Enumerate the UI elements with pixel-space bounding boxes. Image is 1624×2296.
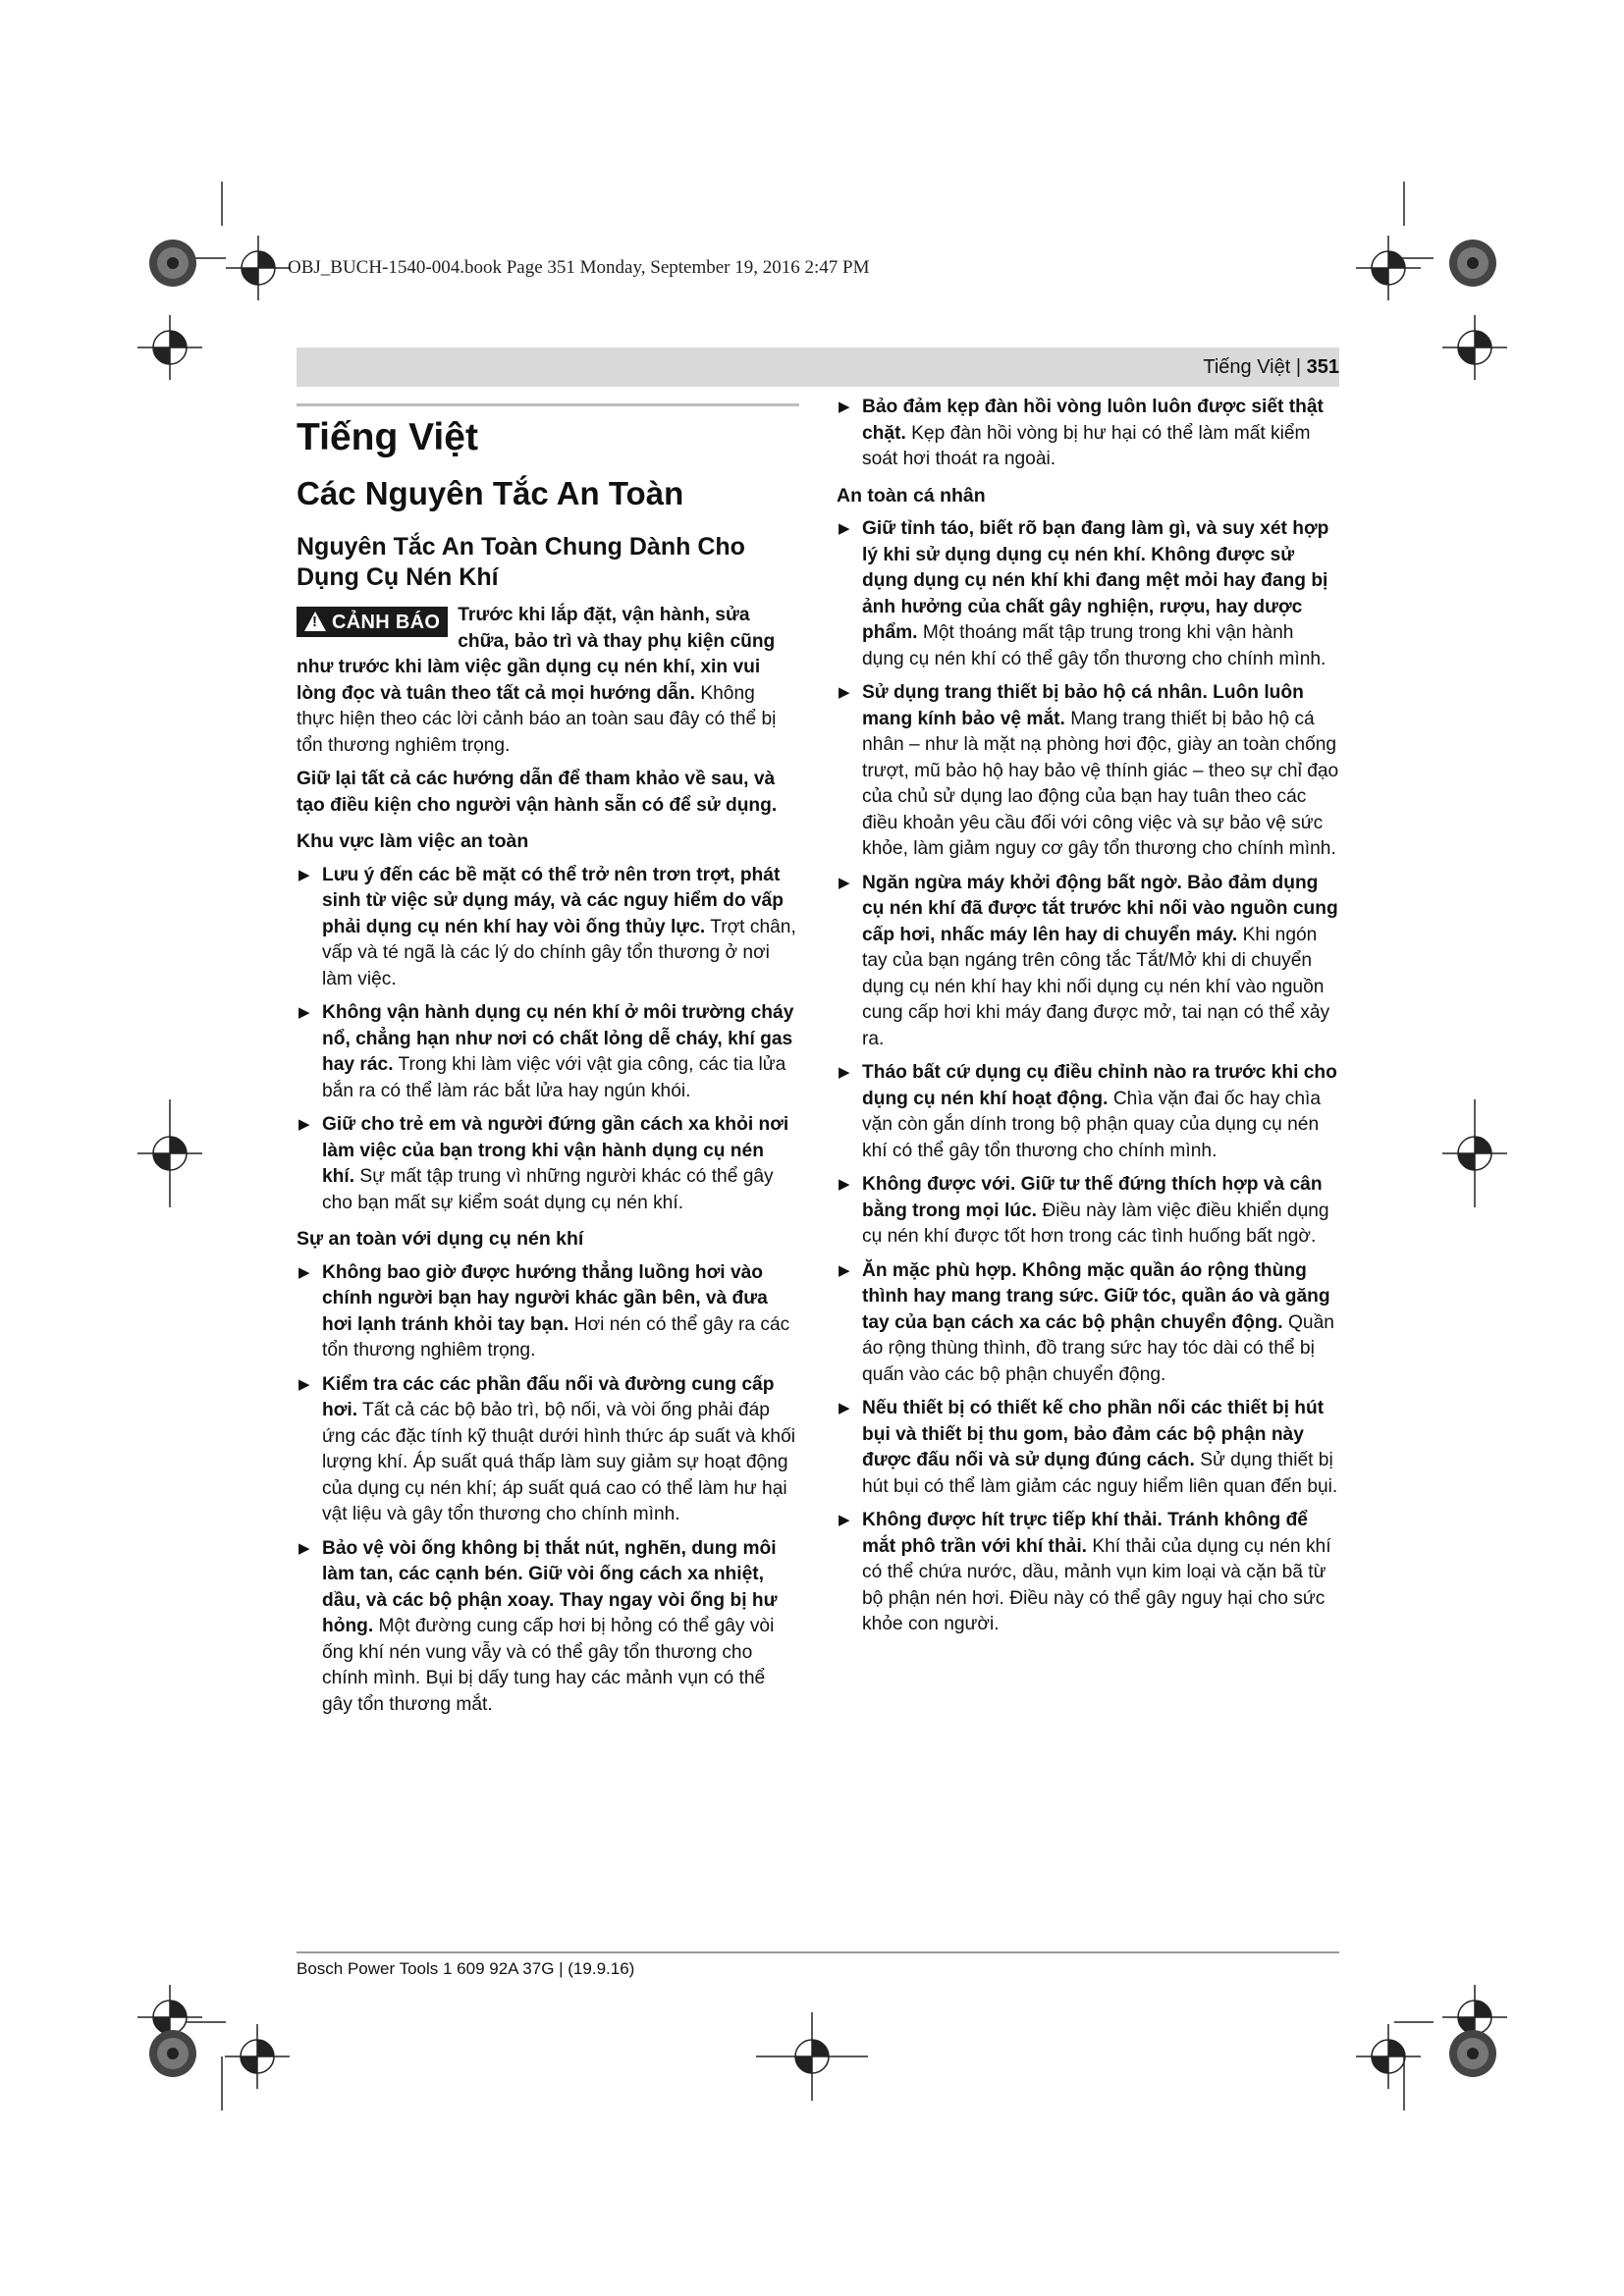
print-header: OBJ_BUCH-1540-004.book Page 351 Monday, September 19, 2016 2:47 PM <box>288 257 870 278</box>
list-item: ▶ Lưu ý đến các bề mặt có thể trở nên trơn trợt, phát sinh từ việc sử dụng máy, và các nguy hiểm do vấp phải dụng cụ nén khí hay vòi ống thủy lực. Trợt chân, vấp và té ngã là các lý do chính gây tổn thương ở nơi làm việc. <box>298 864 796 989</box>
group-heading: Khu vực làm việc an toàn <box>297 830 529 852</box>
page-number: 351 <box>1306 356 1339 378</box>
bullet-arrow-icon: ▶ <box>298 1004 310 1021</box>
bullet-arrow-icon: ▶ <box>839 399 850 415</box>
bullet-arrow-icon: ▶ <box>298 1263 310 1281</box>
list-item: ▶ Kiểm tra các các phần đấu nối và đường cung cấp hơi. Tất cả các bộ bảo trì, bộ nối, và vòi ống phải đáp ứng các đặc tính kỹ thuật dưới hình thức áp suất và khối lượng khí. Áp suất quá thấp làm suy giảm sự hoạt động của dụng cụ nén khí; áp suất quá cao có thể làm hư hại vật liệu và gây tổn thương cho chính mình. <box>298 1373 796 1524</box>
color-registration-icon <box>1449 2030 1496 2077</box>
group-heading: Sự an toàn với dụng cụ nén khí <box>297 1228 584 1250</box>
list-item: ▶ Nếu thiết bị có thiết kế cho phần nối các thiết bị hút bụi và thiết bị thu gom, bảo đảm các bộ phận này được đấu nối và sử dụng đúng cách. Sử dụng thiết bị hút bụi có thể làm giảm các nguy hiểm liên quan đến bụi. <box>839 1398 1338 1497</box>
keep-instructions: Giữ lại tất cả các hướng dẫn để tham khảo về sau, và tạo điều kiện cho người vận hành sẵn có để sử dụng. <box>297 769 778 816</box>
bullet-arrow-icon: ▶ <box>298 1116 310 1133</box>
registration-target-icon <box>226 236 291 300</box>
bullet-arrow-icon: ▶ <box>839 1400 850 1416</box>
bullet-arrow-icon: ▶ <box>839 1064 850 1081</box>
list-item: ▶ Giữ tỉnh táo, biết rõ bạn đang làm gì, và suy xét hợp lý khi sử dụng dụng cụ nén khí. Không được sử dụng dụng cụ nén khí khi đang mệt mỏi hay đang bị ảnh hưởng của chất gây nghiện, rượu, hay dược phẩm. Một thoáng mất tập trung trong khi vận hành dụng cụ nén khí có thể gây tổn thương cho chính mình. <box>839 518 1329 669</box>
list-item: ▶ Ăn mặc phù hợp. Không mặc quần áo rộng thùng thình hay mang trang sức. Giữ tóc, quần áo và găng tay của bạn cách xa các bộ phận chuyển động. Quần áo rộng thùng thình, đồ trang sức hay tóc dài có thể bị quấn vào các bộ phận chuyển động. <box>839 1259 1334 1385</box>
bullet-arrow-icon: ▶ <box>839 1176 850 1193</box>
subsection-title: Nguyên Tắc An Toàn Chung Dành Cho Dụng Cụ Nén Khí <box>297 533 745 591</box>
bullet-arrow-icon: ▶ <box>298 1375 310 1393</box>
bullet-arrow-icon: ▶ <box>839 874 850 891</box>
list-item: ▶ Bảo đảm kẹp đàn hồi vòng luôn luôn được siết thật chặt. Kẹp đàn hồi vòng bị hư hại có thể làm mất kiểm soát hơi thoát ra ngoài. <box>839 397 1324 469</box>
list-item: ▶ Bảo vệ vòi ống không bị thắt nút, nghẽn, dung môi làm tan, các cạnh bén. Giữ vòi ống cách xa nhiệt, dầu, và các bộ phận xoay. Thay ngay vòi ống bị hư hỏng. Một đường cung cấp hơi bị hỏng có thể gây vòi ống khí nén vung vẫy và có thể gây tổn thương cho chính mình. Bụi bị dấy tung hay các mảnh vụn có thể gây tổn thương mắt. <box>298 1537 778 1715</box>
registration-target-icon <box>137 315 202 380</box>
page-language: Tiếng Việt <box>1203 356 1291 378</box>
registration-target-icon <box>1356 2024 1421 2089</box>
page-title: Tiếng Việt <box>297 416 478 458</box>
color-registration-icon <box>1449 240 1496 287</box>
registration-target-icon <box>1356 236 1421 300</box>
group-heading: An toàn cá nhân <box>837 484 986 507</box>
list-item: ▶ Ngăn ngừa máy khởi động bất ngờ. Bảo đảm dụng cụ nén khí đã được tắt trước khi nối vào nguồn cung cấp hơi, nhấc máy lên hay di chuyển máy. Khi ngón tay của bạn ngáng trên công tắc Tắt/Mở khi di chuyển dụng cụ nén khí hay khi nối dụng cụ nén khí vào nguồn cung cấp hơi khi máy đang được mở, tai nạn có thể xảy ra. <box>839 872 1338 1049</box>
list-item: ▶ Sử dụng trang thiết bị bảo hộ cá nhân. Luôn luôn mang kính bảo vệ mắt. Mang trang thiết bị bảo hộ cá nhân – như là mặt nạ phòng hơi độc, giày an toàn chống trượt, mũ bảo hộ hay bảo vệ thính giác – theo sự chỉ đạo của chủ sử dụng lao động của bạn hay tuân theo các điều khoản yêu cầu đối với công việc và sự bảo vệ sức khỏe, làm giảm nguy cơ gây tổn thương cho chính mình. <box>839 682 1339 859</box>
bullet-arrow-icon: ▶ <box>839 1261 850 1279</box>
registration-target-icon <box>756 2012 868 2101</box>
bullet-arrow-icon: ▶ <box>839 1512 850 1528</box>
bullet-arrow-icon: ▶ <box>839 520 850 537</box>
page-separator: | <box>1290 356 1307 378</box>
list-item: ▶ Giữ cho trẻ em và người đứng gần cách xa khỏi nơi làm việc của bạn trong khi vận hành dụng cụ nén khí. Sự mất tập trung vì những người khác có thể gây cho bạn mất sự kiểm soát dụng cụ nén khí. <box>298 1114 789 1213</box>
color-registration-icon <box>149 2030 196 2077</box>
list-item: ▶ Không bao giờ được hướng thẳng luồng hơi vào chính người bạn hay người khác gần bên, và đưa hơi lạnh tránh khỏi tay bạn. Hơi nén có thể gây ra các tổn thương nghiêm trọng. <box>298 1261 790 1361</box>
registration-target-icon <box>1442 1099 1507 1207</box>
list-item: ▶ Tháo bất cứ dụng cụ điều chỉnh nào ra trước khi cho dụng cụ nén khí hoạt động. Chìa vặn đai ốc hay chìa vặn còn gắn dính trong bộ phận quay của dụng cụ nén khí có thể gây tổn thương cho chính mình. <box>839 1062 1337 1161</box>
warning-bold-text: Trước khi lắp đặt, vận hành, sửa chữa, bảo trì và thay phụ kiện cũng như trước khi làm việc gần dụng cụ nén khí, xin vui lòng đọc và tuân theo tất cả mọi hướng dẫn. <box>297 605 776 704</box>
section-title: Các Nguyên Tắc An Toàn <box>297 475 684 511</box>
registration-target-icon <box>1442 315 1507 380</box>
list-item: ▶ Không được với. Giữ tư thế đứng thích hợp và cân bằng trong mọi lúc. Điều này làm việc điều khiển dụng cụ nén khí được tốt hơn trong các tình huống bất ngờ. <box>839 1174 1329 1247</box>
footer: Bosch Power Tools 1 609 92A 37G | (19.9.16) <box>297 1959 635 1978</box>
list-item: ▶ Không được hít trực tiếp khí thải. Tránh không để mắt phô trần với khí thải. Khí thải của dụng cụ nén khí có thể chứa nước, dầu, mảnh vụn kim loại và cặn bã từ bộ phận nén hơi. Điều này có thể gây nguy hại cho sức khỏe con người. <box>839 1510 1331 1634</box>
warning-label: CẢNH BÁO <box>332 612 441 633</box>
warning-text: Không thực hiện theo các lời cảnh báo an toàn sau đây có thể bị tổn thương nghiêm trọng. <box>297 682 777 756</box>
bullet-arrow-icon: ▶ <box>298 1539 310 1557</box>
registration-target-icon <box>137 1099 202 1207</box>
bullet-arrow-icon: ▶ <box>298 866 310 883</box>
list-item: ▶ Không vận hành dụng cụ nén khí ở môi trường cháy nổ, chẳng hạn như nơi có chất lỏng dễ cháy, khí gas hay rác. Trong khi làm việc với vật gia công, các tia lửa bắn ra có thể làm rác bắt lửa hay ngún khói. <box>298 1002 794 1101</box>
registration-target-icon <box>225 2024 290 2089</box>
color-registration-icon <box>149 240 196 287</box>
bullet-arrow-icon: ▶ <box>839 684 850 701</box>
